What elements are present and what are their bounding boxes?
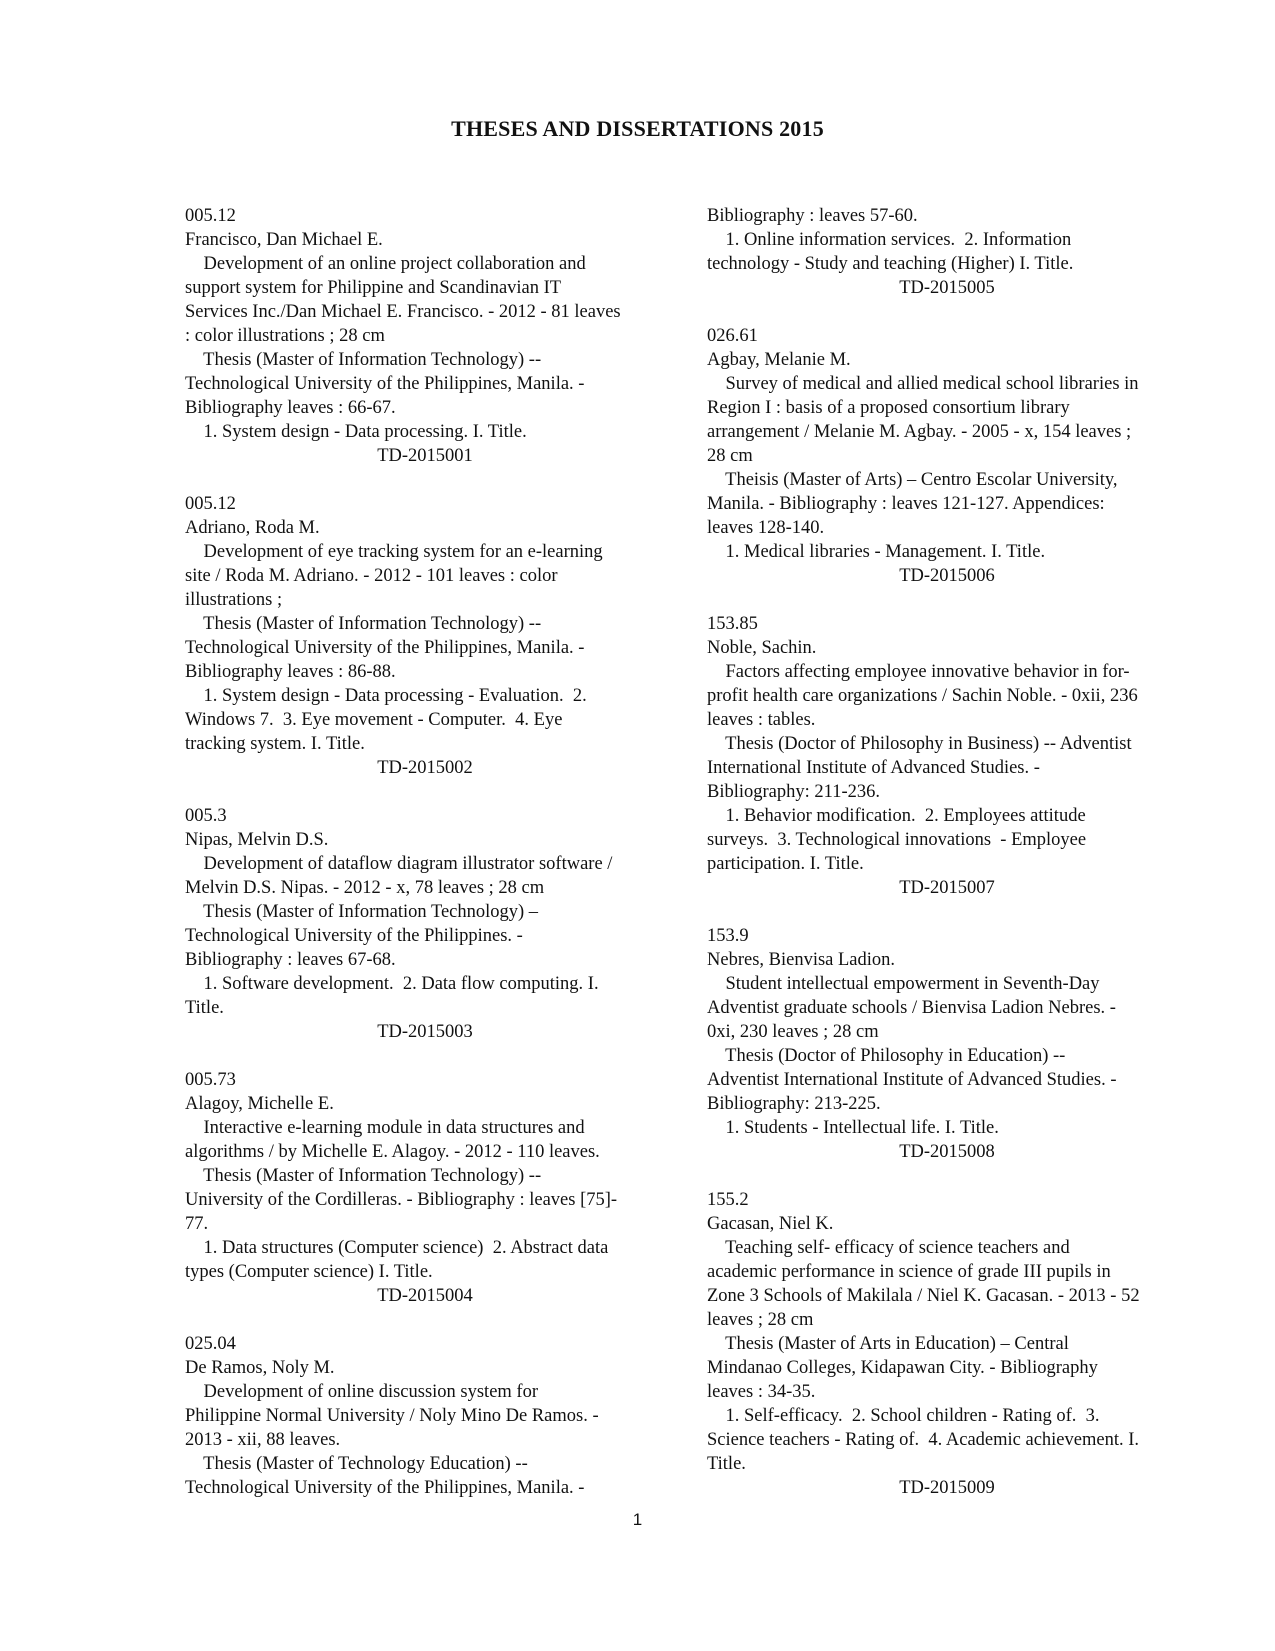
catalog-line: Thesis (Master of Arts in Education) – Central bbox=[707, 1334, 1069, 1354]
catalog-line: Thesis (Master of Information Technology) – bbox=[185, 902, 539, 922]
catalog-line: Adriano, Roda M. bbox=[185, 518, 320, 538]
catalog-line: algorithms / by Michelle E. Alagoy. - 2012 - 110 leaves. bbox=[185, 1142, 600, 1162]
catalog-line: surveys. 3. Technological innovations - Employee bbox=[707, 830, 1087, 850]
catalog-line: Bibliography leaves : 86-88. bbox=[185, 662, 396, 682]
catalog-line: Survey of medical and allied medical school libraries in bbox=[707, 374, 1139, 394]
catalog-line: 005.3 bbox=[185, 806, 227, 826]
entry-separator bbox=[707, 588, 1187, 612]
catalog-line: illustrations ; bbox=[185, 590, 283, 610]
catalog-line: participation. I. Title. bbox=[707, 854, 864, 874]
catalog-line: 153.9 bbox=[707, 926, 749, 946]
page-number: 1 bbox=[632, 1510, 643, 1529]
catalog-line: technology - Study and teaching (Higher) I. Title. bbox=[707, 254, 1074, 274]
catalog-line: Bibliography: 213-225. bbox=[707, 1094, 881, 1114]
catalog-line: : color illustrations ; 28 cm bbox=[185, 326, 385, 346]
catalog-line: types (Computer science) I. Title. bbox=[185, 1262, 433, 1282]
catalog-line: 1. Online information services. 2. Information bbox=[707, 230, 1072, 250]
catalog-line: Bibliography : leaves 57-60. bbox=[707, 206, 918, 226]
catalog-line: 005.12 bbox=[185, 206, 236, 226]
catalog-line: Thesis (Master of Information Technology) -- bbox=[185, 350, 542, 370]
catalog-line: Services Inc./Dan Michael E. Francisco. - 2012 - 81 leaves bbox=[185, 302, 621, 322]
right-column bbox=[707, 204, 1187, 1500]
catalog-line: arrangement / Melanie M. Agbay. - 2005 - x, 154 leaves ; bbox=[707, 422, 1132, 442]
catalog-line: Adventist International Institute of Advanced Studies. - bbox=[707, 1070, 1117, 1090]
catalog-line: 1. Software development. 2. Data flow computing. I. bbox=[185, 974, 599, 994]
entry-separator bbox=[185, 1308, 665, 1332]
catalog-line: Windows 7. 3. Eye movement - Computer. 4. Eye bbox=[185, 710, 563, 730]
call-number: TD-2015003 bbox=[377, 1022, 473, 1042]
catalog-line: tracking system. I. Title. bbox=[185, 734, 365, 754]
catalog-line: Theisis (Master of Arts) – Centro Escolar University, bbox=[707, 470, 1118, 490]
catalog-line: Manila. - Bibliography : leaves 121-127. Appendices: bbox=[707, 494, 1105, 514]
catalog-line: Alagoy, Michelle E. bbox=[185, 1094, 334, 1114]
catalog-line: Thesis (Master of Information Technology) -- bbox=[185, 1166, 542, 1186]
catalog-line: Title. bbox=[185, 998, 224, 1018]
catalog-line: Bibliography: 211-236. bbox=[707, 782, 880, 802]
call-number: TD-2015004 bbox=[377, 1286, 473, 1306]
catalog-line: 0xi, 230 leaves ; 28 cm bbox=[707, 1022, 879, 1042]
call-number: TD-2015008 bbox=[899, 1142, 995, 1162]
catalog-line: University of the Cordilleras. - Bibliography : leaves [75]- bbox=[185, 1190, 618, 1210]
catalog-line: Philippine Normal University / Noly Mino De Ramos. - bbox=[185, 1406, 599, 1426]
entry-separator bbox=[185, 468, 665, 492]
entry-separator bbox=[707, 300, 1187, 324]
catalog-line: Nebres, Bienvisa Ladion. bbox=[707, 950, 896, 970]
left-column bbox=[185, 204, 665, 1500]
catalog-line: Teaching self- efficacy of science teachers and bbox=[707, 1238, 1070, 1258]
catalog-line: leaves ; 28 cm bbox=[707, 1310, 814, 1330]
catalog-line: Interactive e-learning module in data structures and bbox=[185, 1118, 585, 1138]
catalog-line: Development of dataflow diagram illustrator software / bbox=[185, 854, 613, 874]
catalog-line: Technological University of the Philippines. - bbox=[185, 926, 523, 946]
entry-separator bbox=[185, 780, 665, 804]
catalog-line: 1. Data structures (Computer science) 2. Abstract data bbox=[185, 1238, 609, 1258]
call-number: TD-2015007 bbox=[899, 878, 995, 898]
catalog-line: 153.85 bbox=[707, 614, 758, 634]
call-number: TD-2015009 bbox=[899, 1478, 995, 1498]
catalog-line: Melvin D.S. Nipas. - 2012 - x, 78 leaves ; 28 cm bbox=[185, 878, 545, 898]
call-number: TD-2015005 bbox=[899, 278, 995, 298]
catalog-line: Adventist graduate schools / Bienvisa Ladion Nebres. - bbox=[707, 998, 1116, 1018]
catalog-line: 1. System design - Data processing - Evaluation. 2. bbox=[185, 686, 587, 706]
catalog-line: Title. bbox=[707, 1454, 746, 1474]
catalog-line: Development of online discussion system for bbox=[185, 1382, 538, 1402]
catalog-line: site / Roda M. Adriano. - 2012 - 101 leaves : color bbox=[185, 566, 558, 586]
catalog-line: Thesis (Doctor of Philosophy in Education) -- bbox=[707, 1046, 1066, 1066]
catalog-line: Technological University of the Philippines, Manila. - bbox=[185, 374, 585, 394]
catalog-line: leaves 128-140. bbox=[707, 518, 825, 538]
catalog-line: Thesis (Master of Technology Education) -- bbox=[185, 1454, 528, 1474]
catalog-line: 025.04 bbox=[185, 1334, 236, 1354]
entry-separator bbox=[707, 900, 1187, 924]
catalog-line: Nipas, Melvin D.S. bbox=[185, 830, 329, 850]
catalog-line: 77. bbox=[185, 1214, 209, 1234]
catalog-line: 1. Behavior modification. 2. Employees attitude bbox=[707, 806, 1086, 826]
catalog-line: leaves : tables. bbox=[707, 710, 816, 730]
catalog-line: 2013 - xii, 88 leaves. bbox=[185, 1430, 341, 1450]
catalog-line: 1. Students - Intellectual life. I. Title. bbox=[707, 1118, 999, 1138]
catalog-line: Bibliography : leaves 67-68. bbox=[185, 950, 396, 970]
catalog-line: 1. Medical libraries - Management. I. Title. bbox=[707, 542, 1046, 562]
catalog-line: Gacasan, Niel K. bbox=[707, 1214, 834, 1234]
catalog-line: 1. Self-efficacy. 2. School children - Rating of. 3. bbox=[707, 1406, 1100, 1426]
catalog-line: Technological University of the Philippines, Manila. - bbox=[185, 1478, 585, 1498]
catalog-line: Thesis (Doctor of Philosophy in Business) -- Adventist bbox=[707, 734, 1132, 754]
catalog-line: 026.61 bbox=[707, 326, 758, 346]
catalog-line: Mindanao Colleges, Kidapawan City. - Bibliography bbox=[707, 1358, 1098, 1378]
catalog-line: leaves : 34-35. bbox=[707, 1382, 816, 1402]
catalog-line: Student intellectual empowerment in Seventh-Day bbox=[707, 974, 1100, 994]
catalog-line: Development of an online project collaboration and bbox=[185, 254, 586, 274]
catalog-line: support system for Philippine and Scandinavian IT bbox=[185, 278, 562, 298]
catalog-line: 28 cm bbox=[707, 446, 753, 466]
catalog-line: Development of eye tracking system for an e-learning bbox=[185, 542, 603, 562]
catalog-line: Thesis (Master of Information Technology) -- bbox=[185, 614, 542, 634]
catalog-line: Francisco, Dan Michael E. bbox=[185, 230, 383, 250]
catalog-line: International Institute of Advanced Studies. - bbox=[707, 758, 1040, 778]
catalog-line: De Ramos, Noly M. bbox=[185, 1358, 335, 1378]
catalog-line: Noble, Sachin. bbox=[707, 638, 817, 658]
catalog-line: Science teachers - Rating of. 4. Academic achievement. I. bbox=[707, 1430, 1139, 1450]
call-number: TD-2015002 bbox=[377, 758, 473, 778]
catalog-line: 1. System design - Data processing. I. Title. bbox=[185, 422, 527, 442]
catalog-line: academic performance in science of grade III pupils in bbox=[707, 1262, 1111, 1282]
catalog-line: Zone 3 Schools of Makilala / Niel K. Gacasan. - 2013 - 52 bbox=[707, 1286, 1140, 1306]
call-number: TD-2015006 bbox=[899, 566, 995, 586]
catalog-line: Agbay, Melanie M. bbox=[707, 350, 851, 370]
catalog-line: 005.12 bbox=[185, 494, 236, 514]
catalog-line: Bibliography leaves : 66-67. bbox=[185, 398, 396, 418]
catalog-line: Region I : basis of a proposed consortium library bbox=[707, 398, 1070, 418]
page-title: THESES AND DISSERTATIONS 2015 bbox=[451, 116, 824, 141]
catalog-line: profit health care organizations / Sachin Noble. - 0xii, 236 bbox=[707, 686, 1138, 706]
catalog-line: 005.73 bbox=[185, 1070, 236, 1090]
catalog-line: Factors affecting employee innovative behavior in for- bbox=[707, 662, 1130, 682]
entry-separator bbox=[707, 1164, 1187, 1188]
catalog-line: Technological University of the Philippines, Manila. - bbox=[185, 638, 585, 658]
call-number: TD-2015001 bbox=[377, 446, 473, 466]
catalog-line: 155.2 bbox=[707, 1190, 749, 1210]
entry-separator bbox=[185, 1044, 665, 1068]
